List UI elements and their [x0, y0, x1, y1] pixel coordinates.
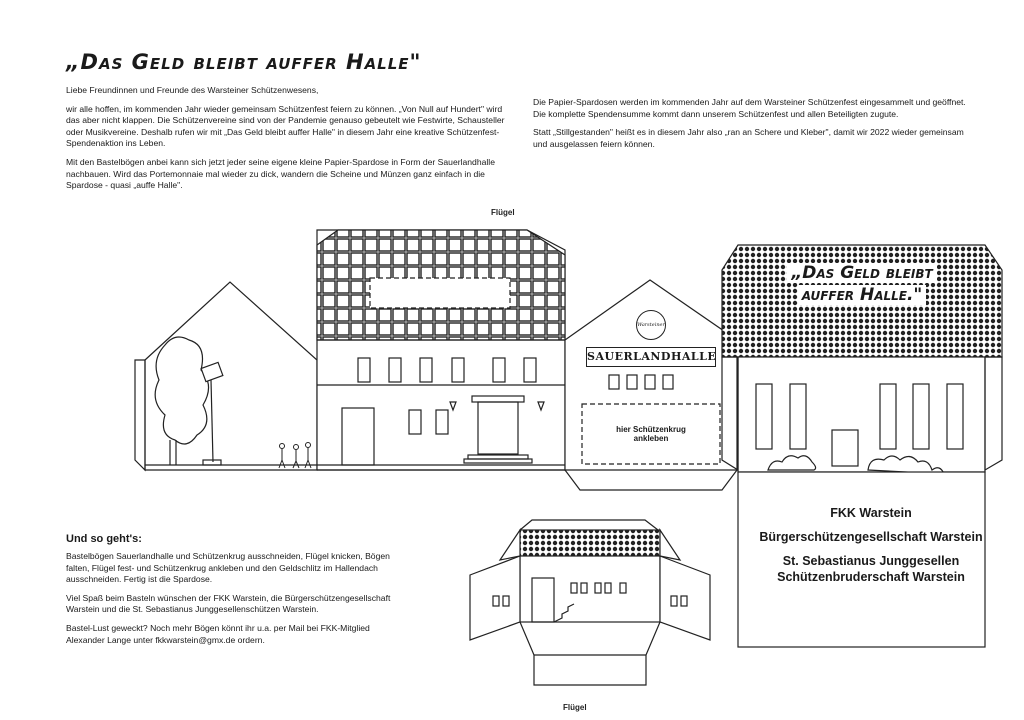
sponsor-buergerschuetzen: Bürgerschützengesellschaft Warstein — [759, 530, 983, 544]
intro-paragraph-2: Mit den Bastelbögen anbei kann sich jetzt jeder seine eigene kleine Papier-Spardose in Form der Sauerlandhalle nachbauen. Wird das Portemonnaie mal wieder zu dick, wandern die Scheine und Münzen ganz einfach in die Spardose - quasi „auffe Halle". — [66, 156, 495, 191]
glue-area-text: hier Schützenkrug ankleben — [616, 425, 686, 443]
schuetzenkrug-panel — [520, 556, 660, 622]
page-title: „Das Geld bleibt auffer Halle" — [66, 50, 422, 74]
slogan-line-2: auffer Halle." — [798, 285, 927, 305]
warsteiner-logo: Warsteiner — [636, 310, 666, 340]
intro-paragraph-1: wir alle hoffen, im kommenden Jahr wieder gemeinsam Schützenfest feiern zu können. „Von Null auf Hundert" wird das aber nicht klappen. Die Schützenvereine sind von der Pandemie genauso gebeutelt wie Festwirte, Schausteller oder Musikvereine. Deshalb rufen wir mit „Das Geld bleibt auffer Halle" in diesem Jahr eine kreative Schützenfest-Spendenaktion ins Leben. — [66, 103, 505, 149]
instructions-paragraph-1: Bastelbögen Sauerlandhalle und Schützenkrug ausschneiden, Flügel knicken, Bögen falten, Flügel fest- und Schützenkrug ankleben und den Geldschlitz im Hallendach ausschneiden. Fertig ist die Spardose. — [66, 551, 390, 585]
roof-slogan — [752, 262, 972, 306]
sponsor-fkk: FKK Warstein — [830, 506, 912, 520]
instructions-heading: Und so geht's: — [66, 533, 142, 545]
instructions-paragraph-2: Viel Spaß beim Basteln wünschen der FKK Warstein, die Bürgerschützengesellschaft Warstein und die St. Sebastianus Junggesellenschützen Warstein. — [66, 592, 391, 615]
hall-sign: SAUERLANDHALLE — [586, 347, 716, 367]
instructions-text — [66, 551, 406, 653]
schuetzenkrug-roof — [520, 530, 660, 556]
sponsor-list — [740, 505, 1002, 593]
wing-label-top: Flügel — [491, 208, 515, 217]
intro-greeting: Liebe Freundinnen und Freunde des Warsteiner Schützenwesens, — [66, 85, 319, 95]
right-paragraph-1: Die Papier-Spardosen werden im kommenden Jahr auf dem Warsteiner Schützenfest eingesammelt und geöffnet. Die komplette Spendensumme kommt dann unserem Schützenfest und allen Beteiligten zugute. — [533, 97, 966, 119]
slogan-line-1: „Das Geld bleibt — [787, 263, 936, 283]
right-paragraph-2: Statt „Stillgestanden" heißt es in diesem Jahr also „ran an Schere und Kleber", damit wir 2022 wieder gemeinsam und ausgelassen feiern können. — [533, 127, 964, 149]
right-hall-panel — [738, 357, 985, 472]
instructions-paragraph-3: Bastel-Lust geweckt? Noch mehr Bögen könnt ihr u.a. per Mail bei FKK-Mitglied Alexander Lange unter fkkwarstein@gmx.de ordern. — [66, 622, 370, 645]
glue-area-label — [582, 404, 720, 464]
wing-label-bottom: Flügel — [563, 703, 587, 712]
sponsor-sebastianus: St. Sebastianus Junggesellen Schützenbruderschaft Warstein — [777, 554, 965, 584]
